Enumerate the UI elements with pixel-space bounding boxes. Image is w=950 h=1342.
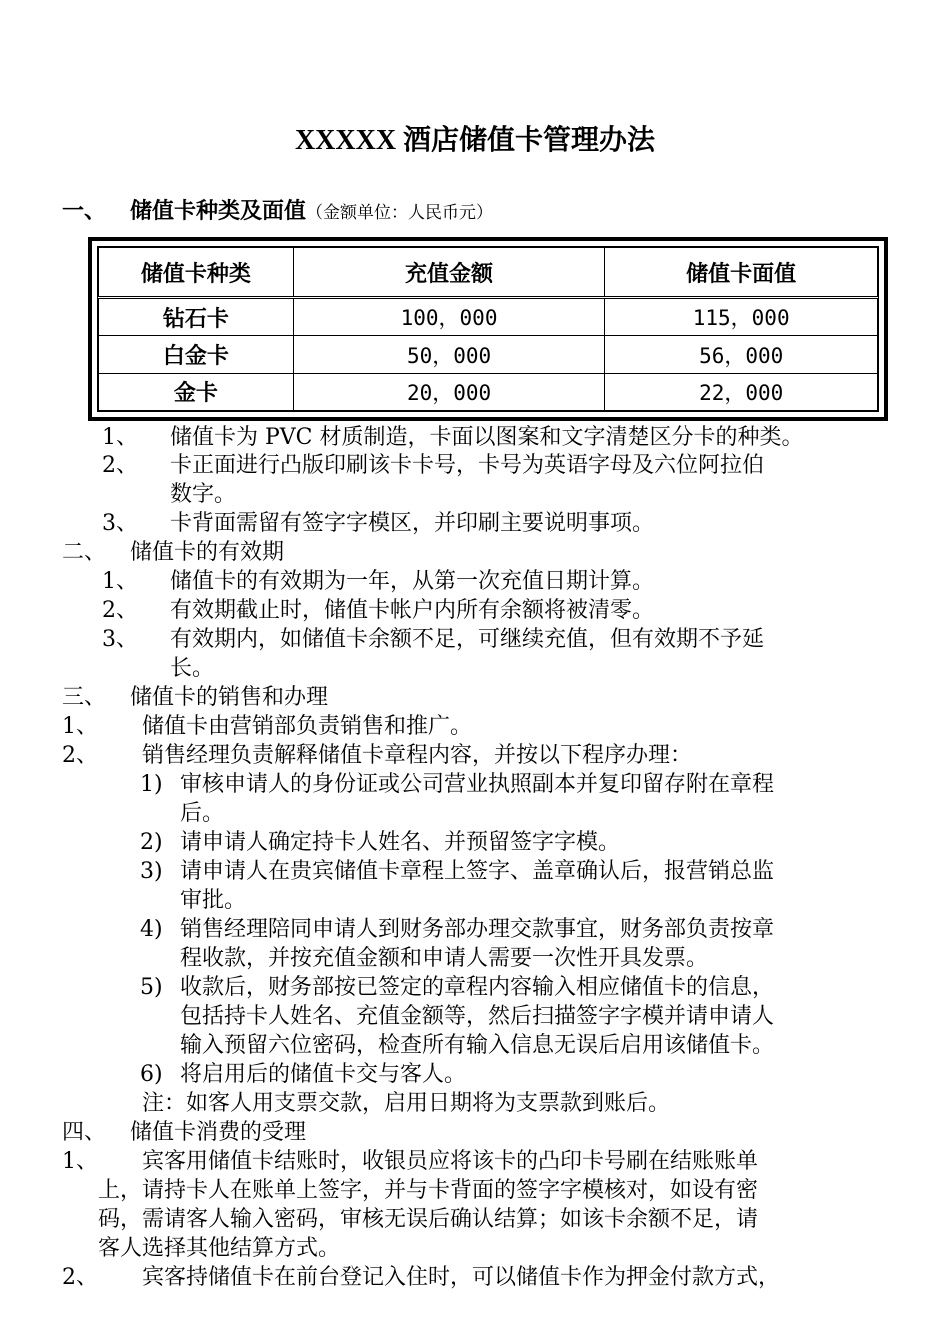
table-cell-amount: 100，000 <box>293 298 605 336</box>
table-cell-face-value: 22，000 <box>605 373 878 410</box>
section1-heading <box>130 196 493 228</box>
step-text-continuation: 包括持卡人姓名、充值金额等，然后扫描签字字模并请申请人 <box>180 1004 775 1029</box>
step-number: 5) <box>140 975 163 1000</box>
section4-number: 四、 <box>62 1120 107 1145</box>
step-text-continuation: 审批。 <box>180 888 247 913</box>
list-item-text: 有效期截止时，储值卡帐户内所有余额将被清零。 <box>170 598 655 623</box>
list-item-text: 销售经理负责解释储值卡章程内容，并按以下程序办理： <box>142 743 693 768</box>
step-text: 请申请人确定持卡人姓名、并预留签字字模。 <box>180 830 621 855</box>
table-header-cell: 储值卡种类 <box>99 248 294 298</box>
table-cell-amount: 20，000 <box>293 373 605 410</box>
list-item-number: 1、 <box>102 569 138 594</box>
list-item-number: 2、 <box>102 598 138 623</box>
list-item-text: 储值卡由营销部负责销售和推广。 <box>142 714 473 739</box>
table-cell-kind: 金卡 <box>99 373 294 410</box>
list-item-continuation: 码，需请客人输入密码，审核无误后确认结算；如该卡余额不足，请 <box>98 1207 759 1232</box>
step-text: 收款后，财务部按已签定的章程内容输入相应储值卡的信息， <box>180 975 775 1000</box>
list-item-continuation: 数字。 <box>170 482 237 507</box>
section1-heading-text: 储值卡种类及面值 <box>130 198 307 224</box>
table-row <box>99 298 878 336</box>
list-item-text: 储值卡的有效期为一年，从第一次充值日期计算。 <box>170 569 655 594</box>
step-text-continuation: 程收款，并按充值金额和申请人需要一次性开具发票。 <box>180 946 709 971</box>
list-item-number: 1、 <box>62 714 98 739</box>
step-text: 请申请人在贵宾储值卡章程上签字、盖章确认后，报营销总监 <box>180 859 775 884</box>
section3-heading: 储值卡的销售和办理 <box>130 685 329 710</box>
table-cell-amount: 50，000 <box>293 336 605 373</box>
section4-heading: 储值卡消费的受理 <box>130 1120 307 1145</box>
step-number: 3) <box>140 859 163 884</box>
step-text: 审核申请人的身份证或公司营业执照副本并复印留存附在章程 <box>180 772 775 797</box>
table-header-row <box>99 248 878 298</box>
card-value-table <box>88 237 888 421</box>
step-number: 1) <box>140 772 163 797</box>
list-item-number: 2、 <box>62 1265 98 1290</box>
table-cell-kind: 白金卡 <box>99 336 294 373</box>
list-item-number: 3、 <box>102 627 138 652</box>
step-text-continuation: 输入预留六位密码，检查所有输入信息无误后启用该储值卡。 <box>180 1033 775 1058</box>
step-text: 销售经理陪同申请人到财务部办理交款事宜，财务部负责按章 <box>180 917 775 942</box>
table-cell-face-value: 115，000 <box>605 298 878 336</box>
list-item-number: 2、 <box>62 743 98 768</box>
list-item-number: 1、 <box>102 425 138 450</box>
section1-number: 一、 <box>62 198 107 224</box>
document-title: XXXXX 酒店储值卡管理办法 <box>294 125 656 156</box>
list-item-text: 宾客持储值卡在前台登记入住时，可以储值卡作为押金付款方式， <box>142 1265 781 1290</box>
table-cell-kind: 钻石卡 <box>99 298 294 336</box>
step-number: 2) <box>140 830 163 855</box>
section2-heading: 储值卡的有效期 <box>130 540 285 565</box>
list-item-continuation: 客人选择其他结算方式。 <box>98 1236 341 1261</box>
list-item-number: 2、 <box>102 453 138 478</box>
list-item-text: 卡正面进行凸版印刷该卡卡号，卡号为英语字母及六位阿拉伯 <box>170 453 765 478</box>
list-item-continuation: 长。 <box>170 656 215 681</box>
list-item-number: 3、 <box>102 511 138 536</box>
list-item-text: 卡背面需留有签字字模区，并印刷主要说明事项。 <box>170 511 655 536</box>
step-text: 将启用后的储值卡交与客人。 <box>180 1062 467 1087</box>
table-row <box>99 373 878 410</box>
list-item-text: 储值卡为 PVC 材质制造，卡面以图案和文字清楚区分卡的种类。 <box>170 425 804 450</box>
list-item-number: 1、 <box>62 1149 98 1174</box>
payment-note: 注：如客人用支票交款，启用日期将为支票款到账后。 <box>142 1091 671 1116</box>
table-header-cell: 储值卡面值 <box>605 248 878 298</box>
section2-number: 二、 <box>62 540 107 565</box>
step-text-continuation: 后。 <box>180 801 225 826</box>
table-header-cell: 充值金额 <box>293 248 605 298</box>
step-number: 6) <box>140 1062 163 1087</box>
card-value-grid <box>98 247 878 411</box>
list-item-text: 宾客用储值卡结账时，收银员应将该卡的凸印卡号刷在结账账单 <box>142 1149 759 1174</box>
section3-number: 三、 <box>62 685 107 710</box>
card-value-table-inner <box>97 246 879 412</box>
table-row <box>99 336 878 373</box>
section1-unit-note: （金额单位：人民币元） <box>306 203 494 223</box>
table-cell-face-value: 56，000 <box>605 336 878 373</box>
step-number: 4) <box>140 917 163 942</box>
list-item-text: 有效期内，如储值卡余额不足，可继续充值，但有效期不予延 <box>170 627 765 652</box>
list-item-continuation: 上，请持卡人在账单上签字，并与卡背面的签字字模核对，如设有密 <box>98 1178 759 1203</box>
